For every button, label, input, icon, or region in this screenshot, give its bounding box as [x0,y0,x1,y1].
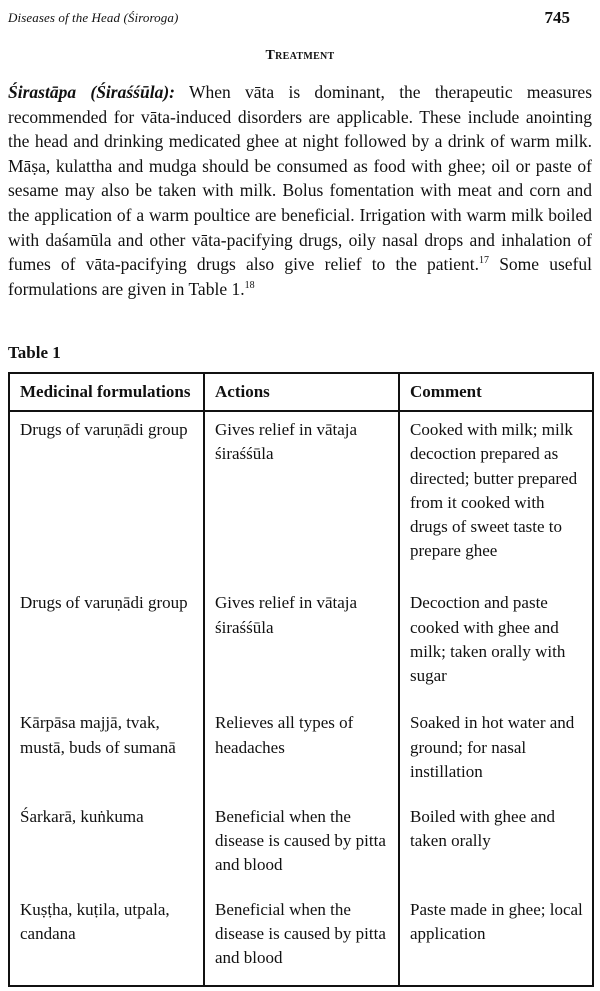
formulations-table [8,372,594,987]
header-actions: Actions [204,373,399,411]
cell-comment: Paste made in ghee; local application [399,892,593,986]
running-title: Diseases of the Head (Śiroroga) [8,10,179,25]
table-row [9,799,593,892]
table-header-row [9,373,593,411]
table-row [9,585,593,705]
paragraph-term: Śirastāpa (Śiraśśūla): [8,82,175,102]
header-comment: Comment [399,373,593,411]
cell-action: Gives relief in vātaja śiraśśūla [204,411,399,585]
section-heading: Treatment [265,48,335,63]
page-number: 745 [544,8,570,27]
cell-formulation: Kuṣṭha, kuṭila, utpala, candana [9,892,204,986]
table-row [9,411,593,585]
table-row [9,892,593,986]
cell-comment: Decoction and paste cooked with ghee and milk; taken orally with sugar [399,585,593,705]
cell-formulation: Drugs of varuṇādi group [9,585,204,705]
cell-action: Beneficial when the disease is caused by pitta and blood [204,892,399,986]
table-row [9,705,593,798]
table-caption: Table 1 [8,343,61,362]
cell-action: Gives relief in vātaja śiraśśūla [204,585,399,705]
paragraph-text: When vāta is dominant, the therapeutic measures recommended for vāta-induced disorders are applicable. These include anointing the head and drinking medicated ghee at night followed by a drink of warm milk. Māṣa, kulattha and mudga should be consumed as food with ghee; oil or paste of sesame may also be taken with milk. Bolus fomentation with meat and corn and the application of a warm poultice are beneficial. Irrigation with warm milk boiled with daśamūla and other vāta-pacifying drugs, oily nasal drops and inhalation of fumes of vāta-pacifying drugs also give relief to the patient. [8,82,592,275]
cell-formulation: Kārpāsa majjā, tvak, mustā, buds of sumanā [9,705,204,798]
cell-action: Relieves all types of headaches [204,705,399,798]
body-paragraph [8,80,592,301]
cell-action: Beneficial when the disease is caused by pitta and blood [204,799,399,892]
footnote-ref-17: 17 [479,255,490,267]
paragraph-text-2: Some useful formulations are given in Table 1. [8,254,592,299]
cell-comment: Cooked with milk; milk decoction prepared as directed; butter prepared from it cooked with drugs of sweet taste to prepare ghee [399,411,593,585]
cell-comment: Boiled with ghee and taken orally [399,799,593,892]
cell-formulation: Drugs of varuṇādi group [9,411,204,585]
running-head [8,8,592,28]
header-medicinal-formulations: Medicinal formulations [9,373,204,411]
cell-comment: Soaked in hot water and ground; for nasal instillation [399,705,593,798]
cell-formulation: Śarkarā, kuṅkuma [9,799,204,892]
footnote-ref-18: 18 [244,279,255,291]
